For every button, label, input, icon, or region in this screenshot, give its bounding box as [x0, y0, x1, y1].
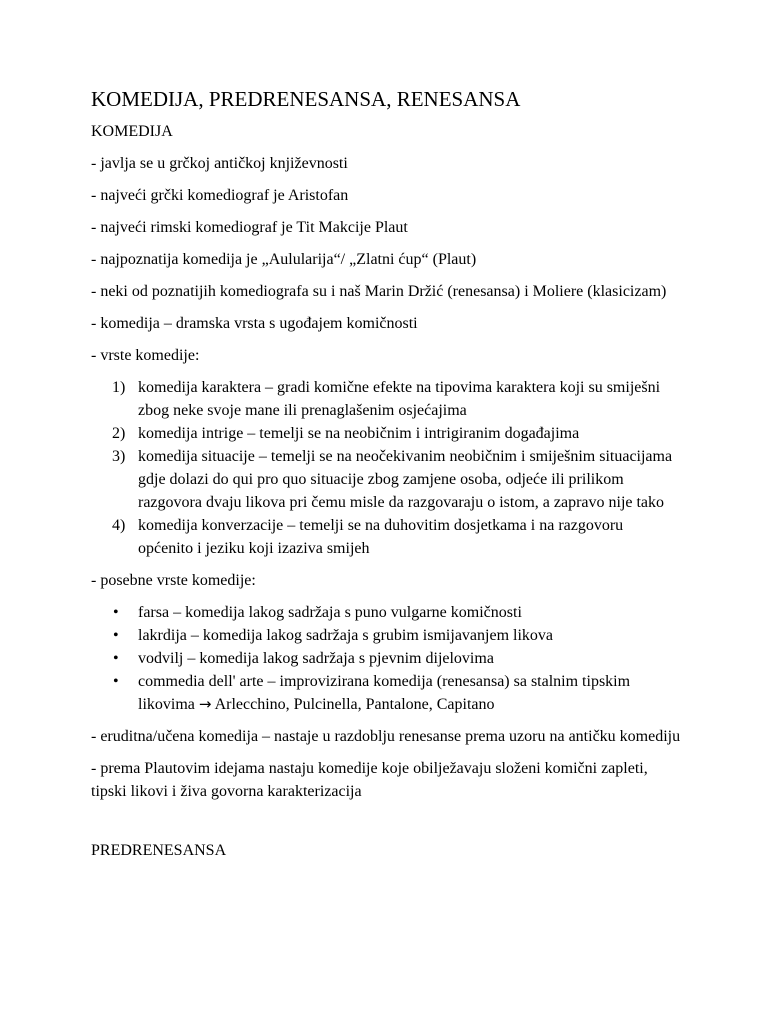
- list-item: [91, 624, 681, 647]
- bullet-icon: •: [113, 650, 119, 667]
- paragraph: - eruditna/učena komedija – nastaje u razdoblju renesanse prema uzoru na antičku komediju: [91, 728, 681, 745]
- document-page: [91, 85, 681, 871]
- list-number: 1): [112, 379, 126, 396]
- bullet-icon: •: [113, 673, 119, 690]
- paragraph: - najveći rimski komediograf je Tit Makcije Plaut: [91, 219, 408, 236]
- paragraph: - najveći grčki komediograf je Aristofan: [91, 187, 349, 204]
- list-item: [91, 601, 681, 624]
- paragraph: - neki od poznatijih komediografa su i naš Marin Držić (renesansa) i Moliere (klasicizam): [91, 283, 667, 300]
- section-heading-predrenesansa: PREDRENESANSA: [91, 842, 227, 859]
- arrow-right-icon: →: [198, 695, 212, 713]
- spacer: [91, 812, 681, 839]
- list-item-text: komedija konverzacije – temelji se na duhovitim dosjetkama i na razgovoru općenito i jeziku koji izaziva smijeh: [138, 517, 624, 557]
- special-types-list: [91, 601, 681, 716]
- list-item-text: commedia dell' arte – improvizirana komedija (renesansa) sa stalnim tipskim likovima: [138, 673, 631, 713]
- paragraph: - komedija – dramska vrsta s ugođajem komičnosti: [91, 315, 418, 332]
- list-number: 2): [112, 425, 126, 442]
- list-item-text: komedija intrige – temelji se na neobičnim i intrigiranim događajima: [138, 425, 580, 442]
- paragraph: - posebne vrste komedije:: [91, 572, 256, 589]
- list-item: [91, 647, 681, 670]
- list-item-text: komedija karaktera – gradi komične efekte na tipovima karaktera koji su smiješni zbog neke svoje mane ili prenaglašenim osjećajima: [138, 379, 661, 419]
- list-item: [91, 514, 681, 560]
- list-item: [91, 445, 681, 514]
- list-item: [91, 670, 681, 716]
- paragraph: - javlja se u grčkoj antičkoj književnosti: [91, 155, 348, 172]
- list-item-text-continued: Arlecchino, Pulcinella, Pantalone, Capitano: [211, 696, 495, 713]
- bullet-icon: •: [113, 627, 119, 644]
- list-item-text: lakrdija – komedija lakog sadržaja s grubim ismijavanjem likova: [138, 627, 553, 644]
- list-number: 4): [112, 517, 126, 534]
- list-item-text: komedija situacije – temelji se na neočekivanim neobičnim i smiješnim situacijama gdje dolazi do qui pro quo situacije zbog zamjene osoba, odjeće ili prilikom razgovora dvaju likova pri čemu misle da razgovaraju o istom, a zapravo nije tako: [138, 448, 673, 511]
- comedy-types-list: [91, 376, 681, 560]
- document-title: KOMEDIJA, PREDRENESANSA, RENESANSA: [91, 87, 521, 111]
- paragraph: - najpoznatija komedija je „Aulularija“/ „Zlatni ćup“ (Plaut): [91, 251, 477, 268]
- list-item-text: vodvilj – komedija lakog sadržaja s pjevnim dijelovima: [138, 650, 494, 667]
- list-item-text: farsa – komedija lakog sadržaja s puno vulgarne komičnosti: [138, 604, 522, 621]
- list-number: 3): [112, 448, 126, 465]
- list-item: [91, 376, 681, 422]
- paragraph: - vrste komedije:: [91, 347, 200, 364]
- section-heading-komedija: KOMEDIJA: [91, 123, 173, 140]
- bullet-icon: •: [113, 604, 119, 621]
- paragraph: - prema Plautovim idejama nastaju komedije koje obilježavaju složeni komični zapleti, tipski likovi i živa govorna karakterizacija: [91, 760, 648, 800]
- list-item: [91, 422, 681, 445]
